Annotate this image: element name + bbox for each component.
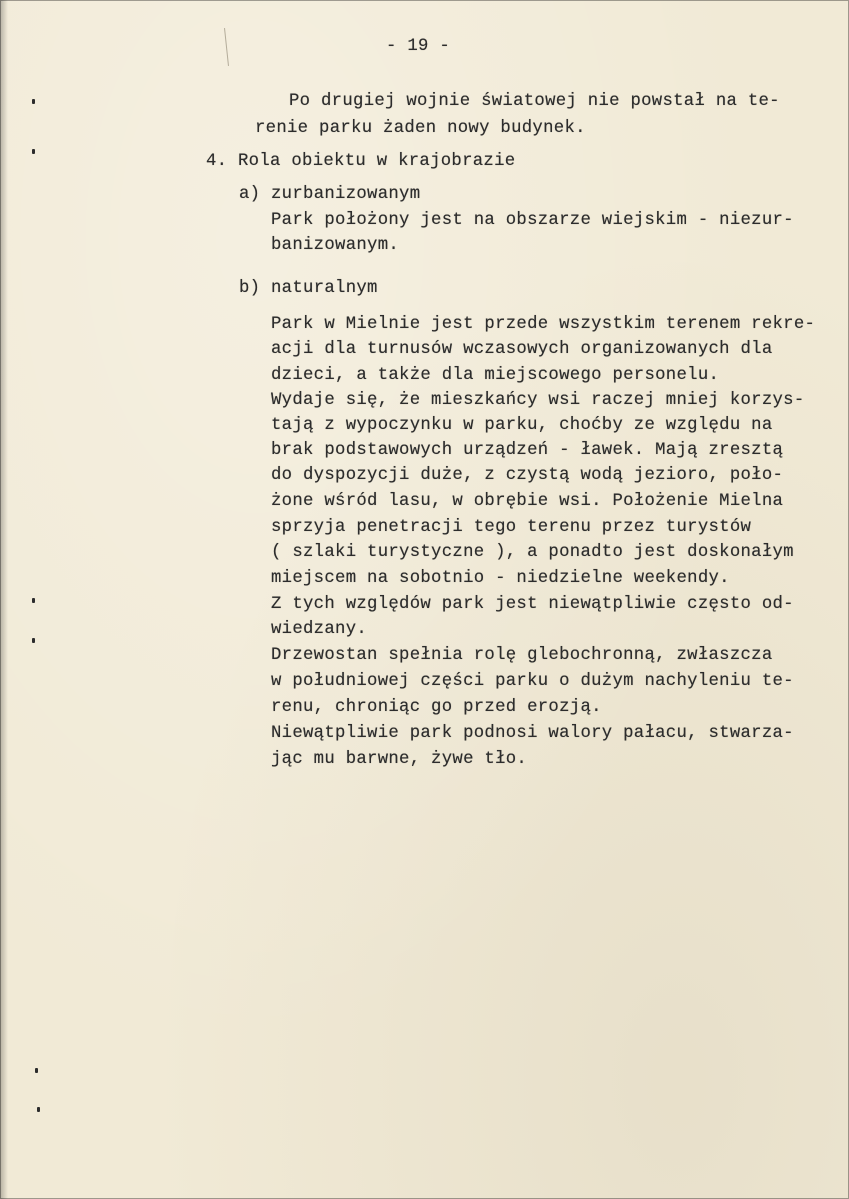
- subsection-b-line: acji dla turnusów wczasowych organizowanych dla: [271, 340, 773, 359]
- subsection-b-line: brak podstawowych urządzeń - ławek. Mają zresztą: [271, 441, 784, 460]
- pencil-mark: [224, 28, 229, 66]
- subsection-b-line: sprzyja penetracji tego terenu przez turystów: [271, 518, 752, 537]
- section-heading: 4. Rola obiektu w krajobrazie: [206, 152, 516, 171]
- page-edge-shadow: [0, 0, 8, 1199]
- subsection-b-line: żone wśród lasu, w obrębie wsi. Położenie Mielna: [271, 492, 784, 511]
- punch-hole-mark: [32, 149, 35, 154]
- subsection-b-line: Park w Mielnie jest przede wszystkim terenem rekre-: [271, 315, 816, 334]
- subsection-b-line: jąc mu barwne, żywe tło.: [271, 750, 528, 769]
- punch-hole-mark: [32, 638, 35, 643]
- subsection-b-label: b) naturalnym: [239, 279, 378, 298]
- punch-hole-mark: [32, 99, 35, 104]
- subsection-a-line: Park położony jest na obszarze wiejskim - niezur-: [271, 211, 794, 230]
- punch-hole-mark: [32, 598, 35, 603]
- page-number: - 19 -: [386, 37, 451, 56]
- subsection-b-line: Wydaje się, że mieszkańcy wsi raczej mniej korzys-: [271, 391, 805, 410]
- subsection-a-line: banizowanym.: [271, 236, 400, 255]
- subsection-b-line: do dyspozycji duże, z czystą wodą jezioro, poło-: [271, 466, 784, 485]
- subsection-b-line: Niewątpliwie park podnosi walory pałacu, stwarza-: [271, 724, 794, 743]
- subsection-b-line: w południowej części parku o dużym nachyleniu te-: [271, 672, 794, 691]
- intro-line: renie parku żaden nowy budynek.: [255, 119, 586, 138]
- subsection-b-line: dzieci, a także dla miejscowego personelu.: [271, 366, 720, 385]
- intro-line: Po drugiej wojnie światowej nie powstał na te-: [289, 92, 780, 111]
- subsection-b-line: Drzewostan spełnia rolę glebochronną, zwłaszcza: [271, 646, 773, 665]
- punch-hole-mark: [35, 1068, 38, 1073]
- subsection-b-line: Z tych względów park jest niewątpliwie często od-: [271, 595, 794, 614]
- subsection-b-line: tają z wypoczynku w parku, choćby ze względu na: [271, 416, 773, 435]
- subsection-a-label: a) zurbanizowanym: [239, 185, 421, 204]
- subsection-b-line: miejscem na sobotnio - niedzielne weekendy.: [271, 569, 730, 588]
- subsection-b-line: ( szlaki turystyczne ), a ponadto jest doskonałym: [271, 543, 794, 562]
- subsection-b-line: renu, chroniąc go przed erozją.: [271, 698, 602, 717]
- punch-hole-mark: [37, 1107, 40, 1112]
- subsection-b-line: wiedzany.: [271, 620, 368, 639]
